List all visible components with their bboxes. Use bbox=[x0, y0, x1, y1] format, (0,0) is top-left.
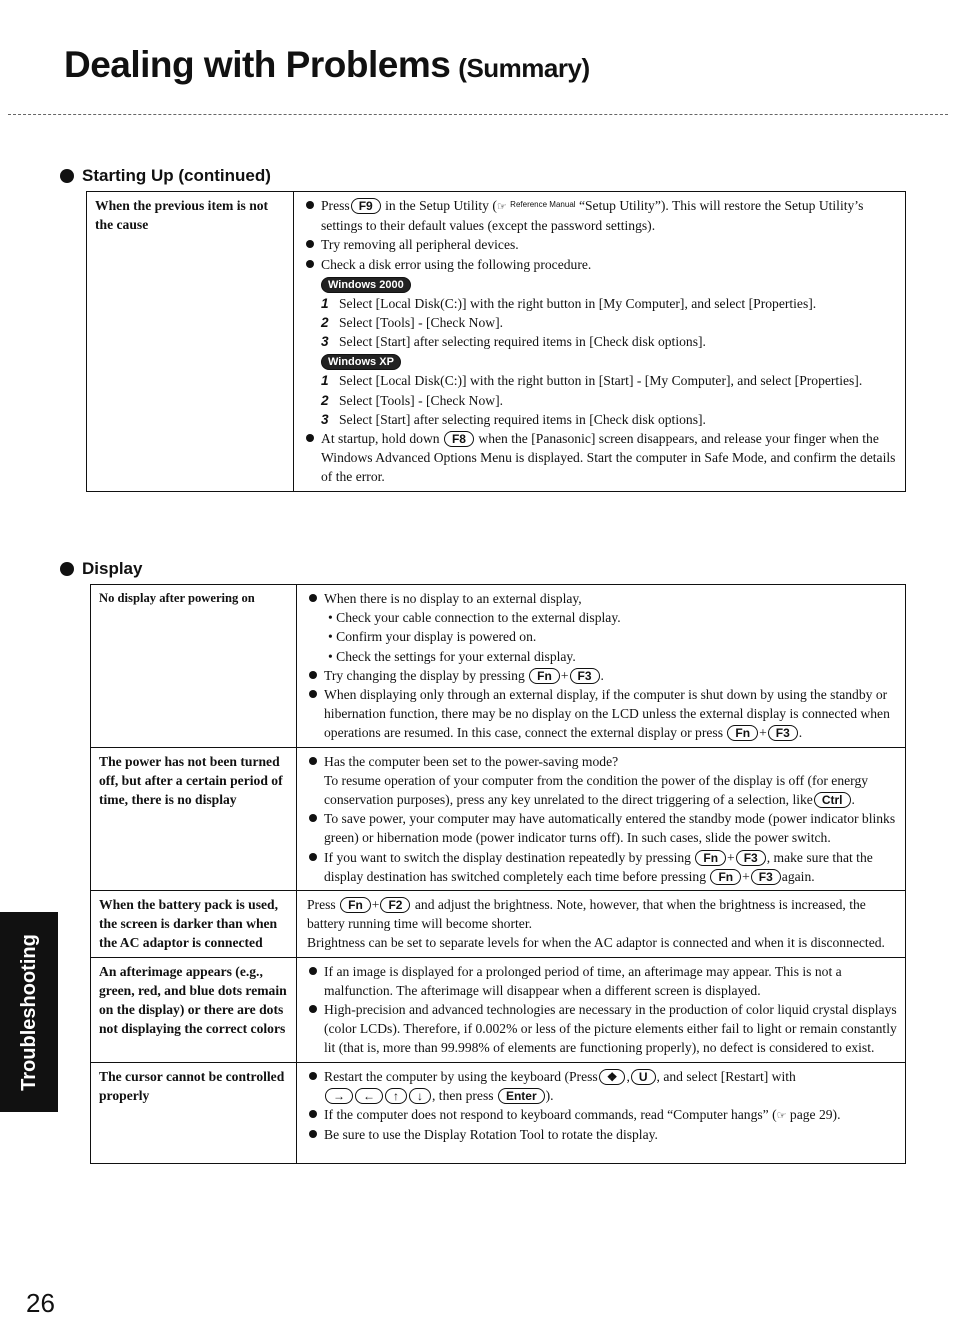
section-heading-display: Display bbox=[60, 559, 142, 579]
page-subtitle: (Summary) bbox=[458, 53, 590, 83]
side-tab-label: Troubleshooting bbox=[17, 933, 40, 1091]
page-number: 26 bbox=[26, 1288, 55, 1318]
arrow-down-key-icon: ↓ bbox=[409, 1088, 431, 1104]
list-item: Try removing all peripheral devices. bbox=[304, 235, 899, 254]
key-f3: F3 bbox=[736, 850, 766, 866]
title-divider bbox=[8, 114, 948, 115]
reference-manual-label: Reference Manual bbox=[510, 200, 576, 209]
key-fn: Fn bbox=[695, 850, 726, 866]
key-fn: Fn bbox=[727, 725, 758, 741]
table-row bbox=[91, 585, 906, 748]
list-item: Try changing the display by pressing Fn + F3 . bbox=[307, 666, 899, 685]
list-item: Be sure to use the Display Rotation Tool to rotate the display. bbox=[307, 1125, 899, 1144]
list-item: Restart the computer by using the keyboard (Press ❖ , U , and select [Restart] with → ← ↑ ↓ , then press Enter ). bbox=[307, 1067, 899, 1105]
list-item: When displaying only through an external display, if the computer is shut down by using the standby or hibernation function, there may be no display on the LCD unless the external display is connected when operations are resumed. In this case, connect the external display or press Fn + F3 . bbox=[307, 685, 899, 743]
windows-key-icon: ❖ bbox=[599, 1069, 626, 1085]
list-item: If the computer does not respond to keyboard commands, read “Computer hangs” (☞ page 29). bbox=[307, 1105, 899, 1125]
cause-cell: When the previous item is not the cause bbox=[87, 192, 294, 492]
key-f8: F8 bbox=[444, 431, 474, 447]
key-u: U bbox=[631, 1069, 656, 1085]
table-row bbox=[91, 891, 906, 958]
arrow-left-key-icon: ← bbox=[355, 1088, 383, 1104]
solution-cell bbox=[297, 585, 906, 748]
section-heading-startup: Starting Up (continued) bbox=[60, 166, 271, 186]
key-enter: Enter bbox=[498, 1088, 545, 1104]
key-f3: F3 bbox=[751, 869, 781, 885]
table-row bbox=[91, 747, 906, 890]
list-item: At startup, hold down F8 when the [Panasonic] screen disappears, and release your finger when the Windows Advanced Options Menu is displayed. Start the computer in Safe Mode, and confirm the details of the error. bbox=[304, 429, 899, 487]
sub-item: • Confirm your display is powered on. bbox=[328, 629, 537, 645]
list-item: Has the computer been set to the power-saving mode? To resume operation of your computer from the condition the power of the display is off (for energy conservation purposes), press any key unrelated to the direct triggering of a selection, like Ctrl . bbox=[307, 752, 899, 810]
paragraph: Press Fn + F2 and adjust the brightness. Note, however, that when the brightness is increased, the battery running time will become shorter. bbox=[307, 897, 866, 932]
step-item: 3 Select [Start] after selecting required items in [Check disk options]. bbox=[321, 334, 706, 350]
list-item: Check a disk error using the following procedure. Windows 2000 1 Select [Local Disk(C:)] with the right button in [My Computer], and select [Properties]. 2 Select [Tools] - [Check Now]. 3 Select [Start] after selecting required items in [Check disk options]. Windows XP 1 Select [Local Disk(C:)] with the right button in [Start] - [My Computer], and select [Properties]. 2 Select [Tools] - [Check Now]. 3 Select [Start] after selecting required items in [Check disk options]. bbox=[304, 255, 899, 429]
step-item: 2 Select [Tools] - [Check Now]. bbox=[321, 392, 504, 408]
step-item: 1 Select [Local Disk(C:)] with the right button in [Start] - [My Computer], and select [Properties]. bbox=[321, 373, 863, 389]
table-row bbox=[87, 192, 906, 492]
windows-2000-badge: Windows 2000 bbox=[321, 277, 411, 293]
paragraph: Brightness can be set to separate levels for when the AC adaptor is connected and when it is disconnected. bbox=[307, 935, 885, 951]
cause-cell: The power has not been turned off, but after a certain period of time, there is no display bbox=[91, 747, 297, 890]
key-f9: F9 bbox=[351, 198, 381, 214]
reference-icon: ☞ bbox=[776, 1109, 787, 1123]
list-item: When there is no display to an external display, • Check your cable connection to the external display. • Confirm your display is powered on. • Check the settings for your external display. bbox=[307, 589, 899, 666]
key-fn: Fn bbox=[710, 869, 741, 885]
sub-item: • Check your cable connection to the external display. bbox=[328, 610, 621, 626]
key-ctrl: Ctrl bbox=[814, 792, 851, 808]
key-fn: Fn bbox=[340, 897, 371, 913]
step-item: 2 Select [Tools] - [Check Now]. bbox=[321, 315, 504, 331]
list-item: To save power, your computer may have automatically entered the standby mode (power indicator blinks green) or hibernation mode (power indicator turns off). In such cases, slide the power switch. bbox=[307, 809, 899, 847]
display-table bbox=[90, 584, 906, 1164]
sub-item: • Check the settings for your external display. bbox=[328, 648, 576, 664]
cause-cell: An afterimage appears (e.g., green, red, and blue dots remain on the display) or there are dots not displaying the correct colors bbox=[91, 957, 297, 1062]
page-title: Dealing with Problems (Summary) bbox=[64, 44, 590, 85]
arrow-up-key-icon: ↑ bbox=[385, 1088, 407, 1104]
key-f3: F3 bbox=[570, 668, 600, 684]
solution-cell bbox=[297, 891, 906, 958]
table-row bbox=[91, 1062, 906, 1163]
startup-table bbox=[86, 191, 906, 492]
cause-cell: When the battery pack is used, the screen is darker than when the AC adaptor is connected bbox=[91, 891, 297, 958]
solution-cell bbox=[297, 1062, 906, 1163]
cause-cell: The cursor cannot be controlled properly bbox=[91, 1062, 297, 1163]
list-item: If an image is displayed for a prolonged period of time, an afterimage may appear. This is not a malfunction. The afterimage will disappear when a different screen is displayed. bbox=[307, 962, 899, 1000]
solution-cell bbox=[297, 747, 906, 890]
table-row bbox=[91, 957, 906, 1062]
key-fn: Fn bbox=[529, 668, 560, 684]
side-tab bbox=[0, 912, 58, 1112]
cause-cell: No display after powering on bbox=[91, 585, 297, 748]
step-item: 1 Select [Local Disk(C:)] with the right button in [My Computer], and select [Properties]. bbox=[321, 295, 817, 311]
list-item: High-precision and advanced technologies are necessary in the production of color liquid crystal displays (color LCDs). Therefore, if 0.002% or less of the picture elements either fail to light or remain constantly lit (that is, more than 99.998% of elements are functioning properly), no defect is considered to exist. bbox=[307, 1000, 899, 1058]
step-item: 3 Select [Start] after selecting required items in [Check disk options]. bbox=[321, 411, 706, 427]
bullet-icon bbox=[60, 562, 74, 576]
reference-icon: ☞ bbox=[496, 200, 507, 213]
key-f2: F2 bbox=[380, 897, 410, 913]
windows-xp-badge: Windows XP bbox=[321, 354, 401, 370]
bullet-icon bbox=[60, 169, 74, 183]
key-f3: F3 bbox=[768, 725, 798, 741]
list-item: Press F9 in the Setup Utility (☞ Reference Manual “Setup Utility”). This will restore the Setup Utility’s settings to their default values (except the password settings). bbox=[304, 196, 899, 235]
solution-cell bbox=[297, 957, 906, 1062]
solution-cell bbox=[294, 192, 906, 492]
list-item: If you want to switch the display destination repeatedly by pressing Fn + F3 , make sure that the display destination has switched completely each time before pressing Fn + F3 again. bbox=[307, 848, 899, 886]
arrow-right-key-icon: → bbox=[325, 1088, 353, 1104]
